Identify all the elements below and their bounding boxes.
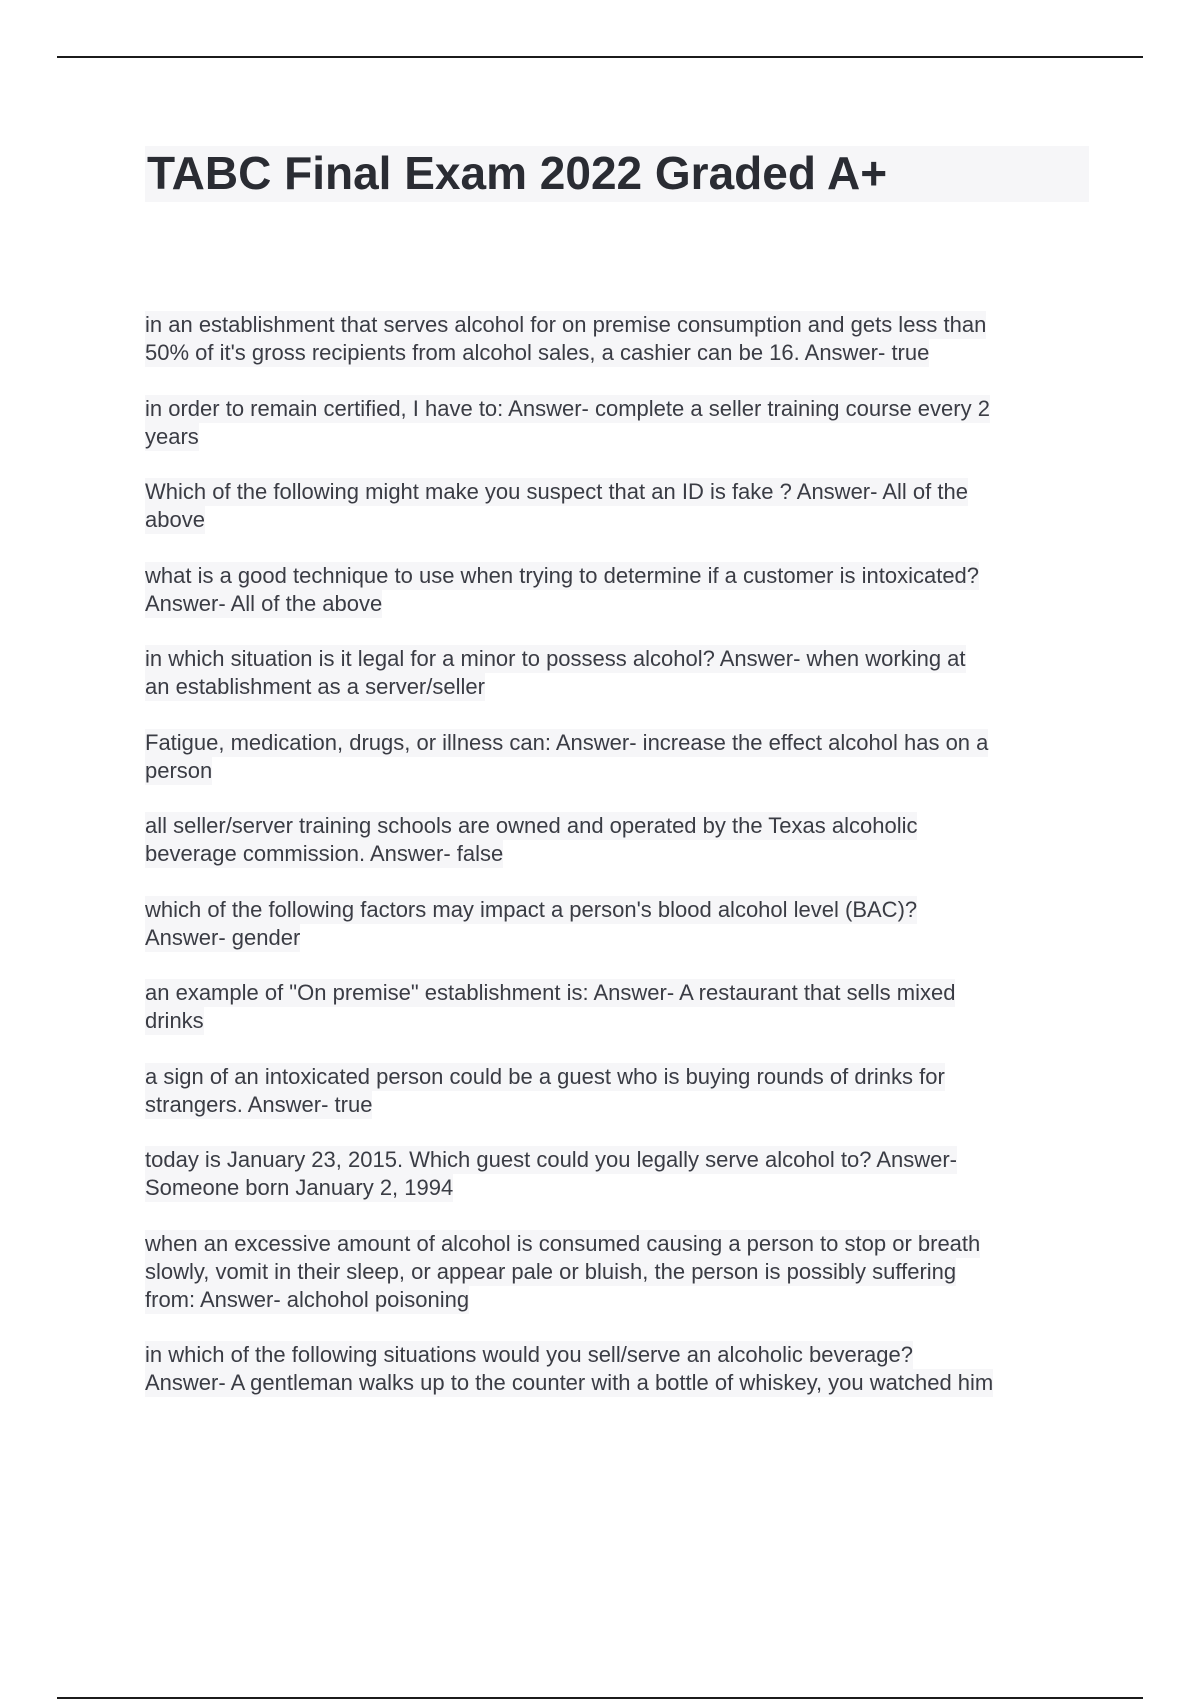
qa-line: all seller/server training schools are owned and operated by the Texas alcoholic [145,813,918,838]
qa-line: person [145,757,213,783]
qa-line: Answer- A gentleman walks up to the counter with a bottle of whiskey, you watched him [145,1370,994,1395]
qa-line: beverage commission. Answer- false [145,841,504,866]
qa-line: Fatigue, medication, drugs, or illness can: Answer- increase the effect alcohol has on a [145,729,989,755]
qa-line: strangers. Answer- true [145,1091,373,1117]
qa-line: a sign of an intoxicated person could be a guest who is buying rounds of drinks for [145,1063,945,1089]
top-rule [57,56,1143,58]
qa-item [145,1146,1089,1202]
qa-line: Which of the following might make you suspect that an ID is fake ? Answer- All of the [145,479,968,504]
qa-item [145,645,1089,701]
qa-item [145,1230,1089,1314]
page-title: TABC Final Exam 2022 Graded A+ [147,147,888,199]
qa-item [145,979,1089,1035]
qa-line: what is a good technique to use when trying to determine if a customer is intoxicated? [145,562,980,588]
qa-item [145,729,1089,785]
qa-item [145,1063,1089,1119]
qa-item [145,896,1089,952]
qa-line: which of the following factors may impact a person's blood alcohol level (BAC)? [145,896,918,922]
qa-line: years [145,423,199,449]
qa-line: from: Answer- alchohol poisoning [145,1286,470,1312]
qa-line: slowly, vomit in their sleep, or appear pale or bluish, the person is possibly suffering [145,1258,957,1284]
qa-item [145,478,1089,534]
qa-line: in order to remain certified, I have to: Answer- complete a seller training course every 2 [145,395,990,421]
qa-line: Answer- gender [145,924,301,950]
qa-item [145,311,1089,367]
qa-item [145,562,1089,618]
qa-line: today is January 23, 2015. Which guest could you legally serve alcohol to? Answer- [145,1147,958,1172]
qa-line: in which of the following situations would you sell/serve an alcoholic beverage? [145,1342,914,1367]
qa-line: an example of "On premise" establishment is: Answer- A restaurant that sells mixed [145,980,956,1005]
qa-item [145,812,1089,868]
qa-item [145,1341,1089,1397]
bottom-rule [57,1697,1143,1699]
qa-line: in which situation is it legal for a minor to possess alcohol? Answer- when working at [145,646,966,671]
qa-line: 50% of it's gross recipients from alcohol sales, a cashier can be 16. Answer- true [145,340,930,365]
qa-line: when an excessive amount of alcohol is consumed causing a person to stop or breath [145,1230,981,1256]
qa-line: Answer- All of the above [145,590,383,616]
qa-line: drinks [145,1008,204,1033]
qa-line: an establishment as a server/seller [145,674,485,699]
qa-item [145,395,1089,451]
qa-list [145,311,1089,1425]
qa-line: above [145,507,205,532]
qa-line: Someone born January 2, 1994 [145,1175,454,1200]
qa-line: in an establishment that serves alcohol for on premise consumption and gets less than [145,312,987,337]
